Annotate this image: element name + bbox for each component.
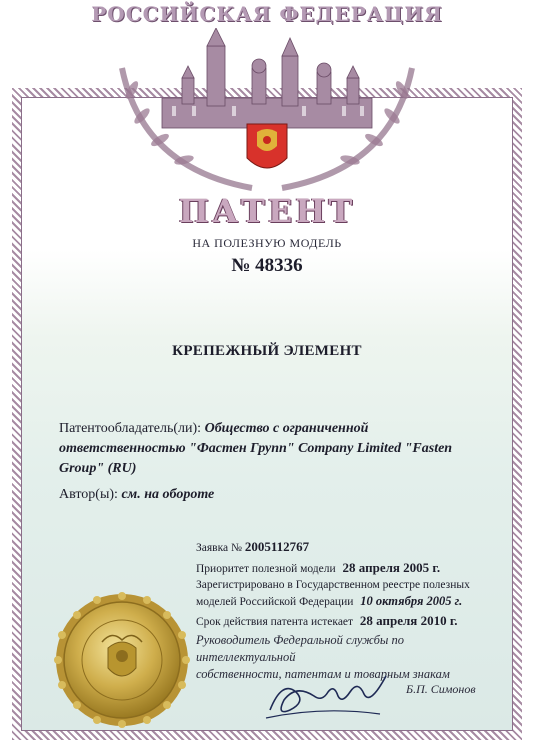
coat-of-arms-icon: [247, 124, 287, 168]
invention-name: КРЕПЕЖНЫЙ ЭЛЕМЕНТ: [172, 343, 362, 359]
kremlin-emblem-icon: [102, 28, 432, 198]
patent-holder: [59, 419, 479, 479]
priority-date: 28 апреля 2005 г.: [342, 560, 441, 575]
application-number: 2005112767: [244, 539, 310, 554]
patent-number: № 48336: [231, 255, 303, 276]
signature-icon: [262, 662, 392, 724]
validity-date: 28 апреля 2010 г.: [359, 613, 458, 628]
patent-type: НА ПОЛЕЗНУЮ МОДЕЛЬ: [192, 236, 342, 250]
author: [59, 487, 214, 503]
gold-seal-icon: [52, 590, 192, 730]
application-row: [196, 539, 496, 556]
author-label: Автор(ы):: [59, 487, 118, 502]
validity-label: Срок действия патента истекает: [196, 616, 354, 628]
signer-name: Б.П. Симонов: [406, 682, 476, 696]
registered-line1: Зарегистрировано в Государственном реестре полезных: [196, 579, 470, 591]
priority-row: [196, 560, 496, 577]
application-label: Заявка №: [196, 542, 242, 554]
author-value: см. на обороте: [121, 487, 215, 502]
patent-title: ПАТЕНТ: [178, 192, 356, 230]
registered-line2: моделей Российской Федерации: [196, 596, 354, 608]
holder-label: Патентообладатель(ли):: [59, 421, 202, 436]
priority-label: Приоритет полезной модели: [196, 563, 336, 575]
registered-row: [196, 593, 496, 610]
registration-details: [196, 539, 496, 630]
authority-line2: собственности, патентам и товарным знакам: [196, 667, 450, 681]
authority-line1: Руководитель Федеральной службы по интеллектуальной: [196, 633, 404, 664]
validity-row: [196, 613, 496, 630]
holder-value: Общество с ограниченной ответственностью "Фастен Групп" Company Limited "Fasten Group" (RU): [59, 421, 453, 476]
registered-date: 10 октября 2005 г.: [360, 594, 463, 608]
country-title: РОССИЙСКАЯ ФЕДЕРАЦИЯ: [91, 2, 443, 26]
